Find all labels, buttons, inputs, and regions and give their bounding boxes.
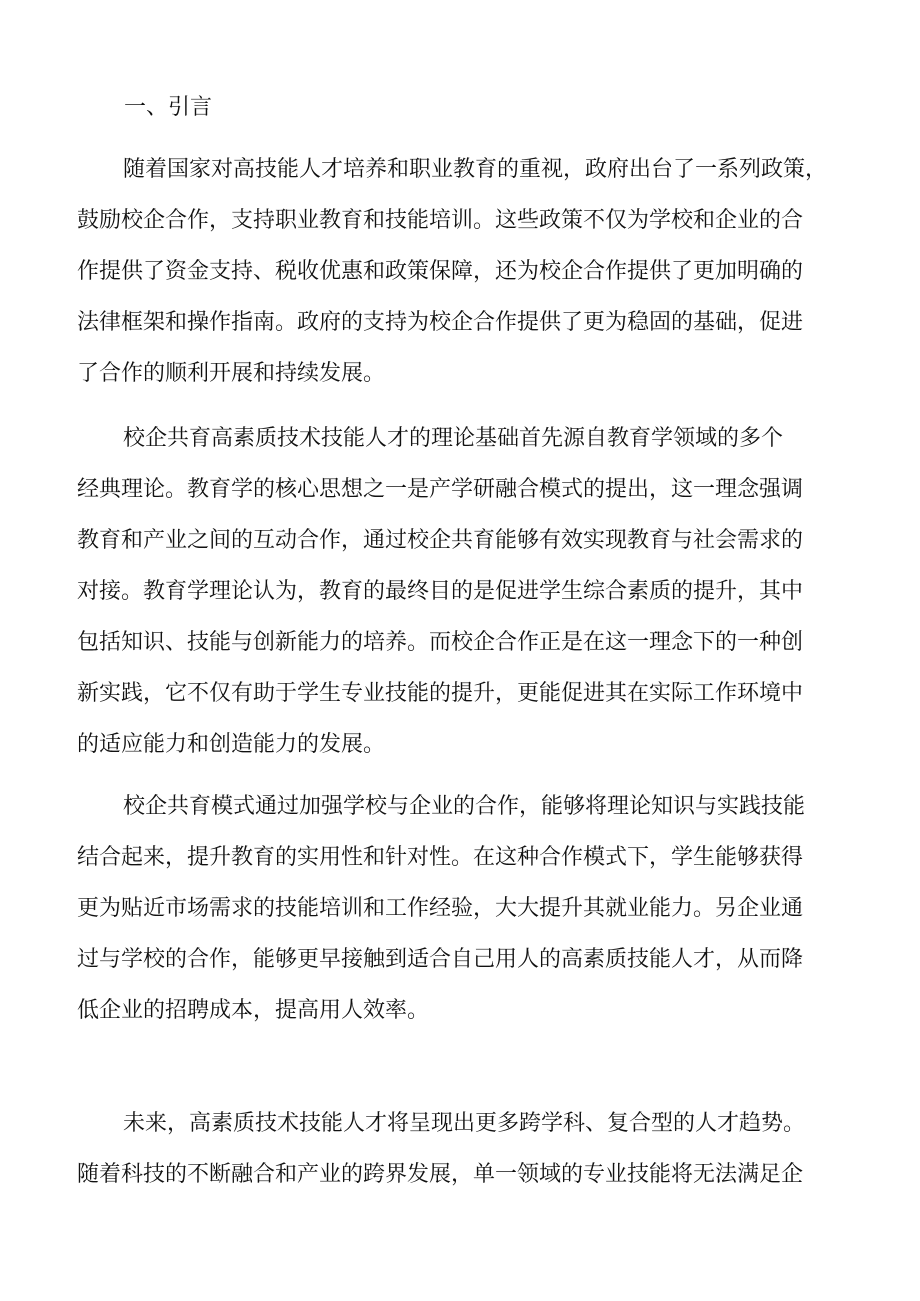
- text-line: 随着国家对高技能人才培养和职业教育的重视，政府出台了一系列政策，: [123, 157, 828, 182]
- text-line: 随着科技的不断融合和产业的跨界发展，单一领域的专业技能将无法满足企: [77, 1162, 804, 1187]
- text-line: 更为贴近市场需求的技能培训和工作经验，大大提升其就业能力。另企业通: [77, 896, 804, 921]
- text-line: 了合作的顺利开展和持续发展。: [77, 361, 386, 386]
- paragraph-2: [77, 421, 847, 778]
- section-heading: 一、引言: [124, 95, 213, 120]
- text-line: 法律框架和操作指南。政府的支持为校企合作提供了更为稳固的基础，促进: [77, 310, 804, 335]
- text-line: 未来，高素质技术技能人才将呈现出更多跨学科、复合型的人才趋势。: [123, 1111, 806, 1136]
- text-line: 结合起来，提升教育的实用性和针对性。在这种合作模式下，学生能够获得: [77, 845, 804, 870]
- text-line: 作提供了资金支持、税收优惠和政策保障，还为校企合作提供了更加明确的: [77, 259, 804, 284]
- text-line: 过与学校的合作，能够更早接触到适合自己用人的高素质技能人才，从而降: [77, 947, 804, 972]
- text-line: 包括知识、技能与创新能力的培养。而校企合作正是在这一理念下的一种创: [77, 630, 804, 655]
- text-line: 教育和产业之间的互动合作，通过校企共育能够有效实现教育与社会需求的: [77, 528, 804, 553]
- text-line: 对接。教育学理论认为，教育的最终目的是促进学生综合素质的提升，其中: [77, 579, 804, 604]
- text-line: 鼓励校企合作，支持职业教育和技能培训。这些政策不仅为学校和企业的合: [77, 208, 804, 233]
- text-line: 低企业的招聘成本，提高用人效率。: [77, 998, 430, 1023]
- text-line: 校企共育高素质技术技能人才的理论基础首先源自教育学领域的多个: [123, 426, 784, 451]
- paragraph-1: [77, 152, 847, 407]
- paragraph-3: [77, 789, 847, 1044]
- text-line: 校企共育模式通过加强学校与企业的合作，能够将理论知识与实践技能: [123, 794, 806, 819]
- paragraph-4: [77, 1106, 847, 1208]
- text-line: 的适应能力和创造能力的发展。: [77, 732, 386, 757]
- text-line: 新实践，它不仅有助于学生专业技能的提升，更能促进其在实际工作环境中: [77, 681, 804, 706]
- text-line: 经典理论。教育学的核心思想之一是产学研融合模式的提出，这一理念强调: [77, 477, 804, 502]
